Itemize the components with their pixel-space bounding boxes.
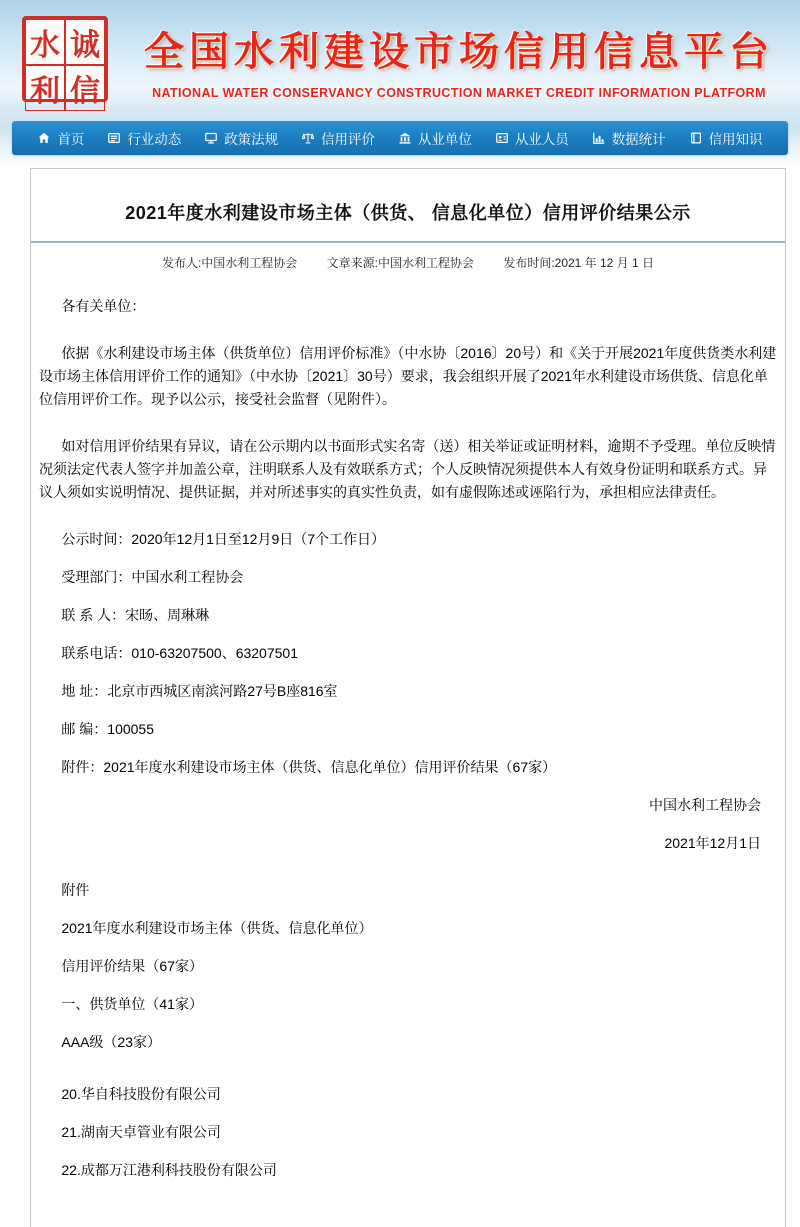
company-list-item: 22.成都万江港利科技股份有限公司 (61, 1162, 277, 1178)
nav-item-label: 数据统计 (611, 132, 666, 147)
site-subtitle-en: NATIONAL WATER CONSERVANCY CONSTRUCTION MARKET CREDIT INFORMATION PLATFORM (152, 86, 766, 100)
bank-icon (398, 131, 412, 145)
nav-item-label: 首页 (57, 132, 85, 147)
person-badge-icon (495, 131, 509, 145)
meta-source: 文章来源:中国水利工程协会 (326, 256, 474, 270)
company-list-item: 20.华自科技股份有限公司 (61, 1086, 221, 1102)
nav-item-credit-knowledge[interactable] (689, 128, 763, 148)
nav-item-label: 信用评价 (321, 132, 376, 147)
salutation: 各有关单位： (61, 298, 146, 314)
nav-item-policy[interactable] (204, 128, 278, 148)
signature-date: 2021年12月1日 (664, 835, 761, 851)
nav-item-label: 从业单位 (417, 132, 472, 147)
info-contact-person: 联 系 人：宋旸、周琳琳 (61, 607, 210, 623)
attachment-line: AAA级（23家） (61, 1034, 161, 1050)
signature-org: 中国水利工程协会 (649, 797, 761, 813)
nav-item-statistics[interactable] (592, 128, 666, 148)
monitor-icon (204, 131, 218, 145)
attachment-line: 信用评价结果（67家） (61, 958, 203, 974)
nav-item-label: 从业人员 (514, 132, 569, 147)
info-postcode: 邮 编：100055 (61, 721, 154, 737)
banner-titles (118, 0, 800, 100)
attachment-line: 2021年度水利建设市场主体（供货、信息化单位） (61, 920, 373, 936)
site-title: 全国水利建设市场信用信息平台 (144, 30, 774, 74)
nav-item-credit-evaluation[interactable] (301, 128, 375, 148)
article-meta (39, 243, 777, 273)
logo-char: 利 (25, 65, 65, 111)
info-accepting-department: 受理部门：中国水利工程协会 (61, 569, 244, 585)
company-list-item: 21.湖南天卓管业有限公司 (61, 1124, 221, 1140)
newspaper-icon (107, 131, 121, 145)
nav-item-label: 信用知识 (708, 132, 763, 147)
logo-char: 诚 (65, 19, 105, 65)
meta-publisher: 发布人:中国水利工程协会 (161, 256, 298, 270)
info-attachment-ref: 附件：2021年度水利建设市场主体（供货、信息化单位）信用评价结果（67家） (61, 759, 557, 775)
info-address: 地 址：北京市西城区南滨河路27号B座816室 (61, 683, 338, 699)
attachment-section (39, 879, 777, 1182)
signature-block (39, 794, 777, 855)
attachment-heading: 附件 (61, 882, 90, 898)
banner (0, 0, 800, 121)
nav-item-label: 政策法规 (224, 132, 279, 147)
nav-item-practicing-units[interactable] (398, 128, 472, 148)
nav-item-industry-news[interactable] (107, 128, 181, 148)
logo-char: 信 (65, 65, 105, 111)
bar-chart-icon (592, 131, 606, 145)
paragraph: 依据《水利建设市场主体（供货单位）信用评价标准》（中水协〔2016〕20号）和《关于开展2021年度供货类水利建设市场主体信用评价工作的通知》（中水协〔2021〕30号）要求，我会组织开展了2021年水利建设市场供货、信息化单位信用评价工作。现予以公示，接受社会监督（见附件）。 (39, 345, 777, 407)
paragraph: 如对信用评价结果有异议，请在公示期内以书面形式实名寄（送）相关举证或证明材料，逾期不予受理。单位反映情况须法定代表人签字并加盖公章，注明联系人及有效联系方式；个人反映情况须提供本人有效身份证明和联系方式。异议人须如实说明情况、提供证据，并对所述事实的真实性负责，如有虚假陈述或诬陷行为，承担相应法律责任。 (39, 438, 776, 500)
article-body (39, 295, 777, 1182)
nav-item-practitioners[interactable] (495, 128, 569, 148)
info-contact-phone: 联系电话：010-63207500、63207501 (61, 645, 298, 661)
book-icon (689, 131, 703, 145)
article-title: 2021年度水利建设市场主体（供货、 信息化单位）信用评价结果公示 (125, 203, 691, 223)
info-publicity-period: 公示时间：2020年12月1日至12月9日（7个工作日） (61, 531, 386, 547)
attachment-line: 一、供货单位（41家） (61, 996, 203, 1012)
site-header (0, 0, 800, 168)
main-nav (12, 121, 788, 155)
scale-icon (301, 131, 315, 145)
logo-char: 水 (25, 19, 65, 65)
info-block (39, 528, 777, 779)
nav-item-label: 行业动态 (127, 132, 182, 147)
home-icon (37, 131, 51, 145)
article-card (30, 168, 786, 1227)
site-logo (22, 16, 108, 109)
nav-item-home[interactable] (37, 128, 84, 148)
meta-publish-time: 发布时间:2021 年 12 月 1 日 (503, 256, 655, 270)
